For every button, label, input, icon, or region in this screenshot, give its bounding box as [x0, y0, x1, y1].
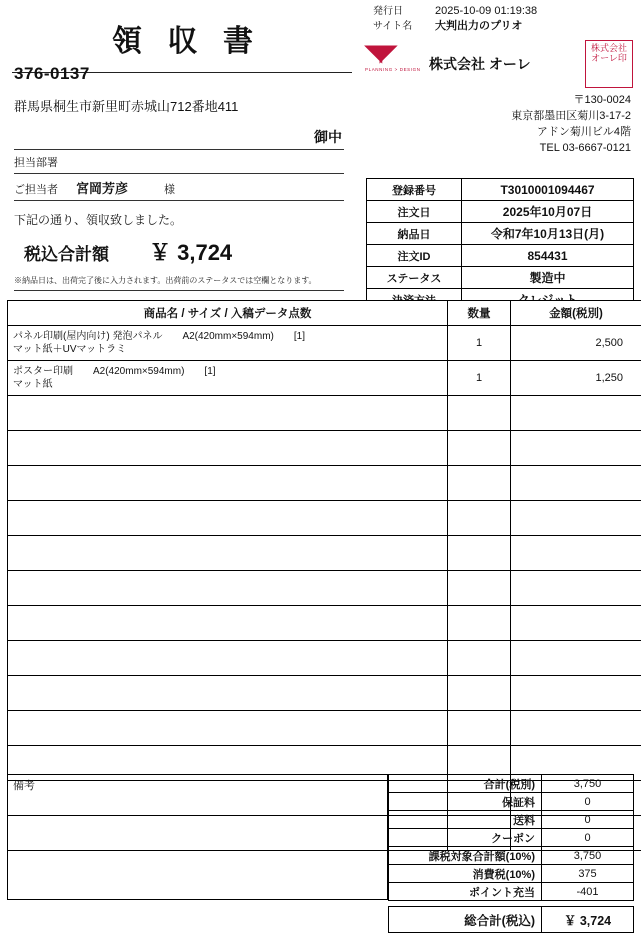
totals-key: ポイント充当: [389, 883, 542, 901]
item-qty-cell: [448, 536, 511, 571]
site-name-label: サイト名: [373, 19, 435, 34]
contact-person-row: [14, 178, 344, 201]
item-qty-cell: [448, 676, 511, 711]
totals-value: 3,750: [542, 775, 634, 793]
item-name-cell: [8, 431, 448, 466]
item-qty-cell: 1: [448, 326, 511, 361]
company-address-block: [365, 92, 633, 156]
tax-included-total-label: 税込合計額: [24, 240, 109, 265]
grand-total-row: [389, 907, 634, 933]
item-name-line1: ポスター印刷 A2(420mm×594mm) [1]: [13, 365, 442, 378]
totals-key: 課税対象合計額(10%): [389, 847, 542, 865]
item-name-line1: パネル印刷(屋内向け) 発泡パネル A2(420mm×594mm) [1]: [13, 330, 442, 343]
item-name-cell: [8, 606, 448, 641]
table-row: [8, 641, 641, 676]
order-info-row: [367, 245, 634, 267]
item-name-cell: [8, 466, 448, 501]
totals-key: 保証料: [389, 793, 542, 811]
totals-value: 0: [542, 793, 634, 811]
order-info-key: 注文ID: [367, 245, 462, 267]
item-amount-cell: [511, 676, 641, 711]
item-qty-cell: [448, 606, 511, 641]
order-info-key: 登録番号: [367, 179, 462, 201]
items-table-body: [8, 326, 641, 851]
tax-included-total-row: [14, 236, 344, 267]
totals-value: 0: [542, 829, 634, 847]
order-info-row: [367, 223, 634, 245]
table-row: [8, 676, 641, 711]
remarks-box: [7, 774, 388, 900]
issue-date-label: 発行日: [373, 4, 435, 19]
item-name-cell: [8, 571, 448, 606]
site-name-value: 大判出力のプリオ: [435, 19, 633, 34]
order-info-table: [366, 178, 634, 311]
item-amount-cell: [511, 501, 641, 536]
order-info-body: [367, 179, 634, 311]
table-row: [8, 431, 641, 466]
totals-row: [389, 847, 634, 865]
grand-total-value: ￥ 3,724: [542, 907, 634, 933]
item-name-cell: [8, 396, 448, 431]
page-title: 領 収 書: [12, 16, 352, 60]
item-qty-cell: [448, 396, 511, 431]
customer-block: [14, 64, 344, 291]
totals-row: [389, 829, 634, 847]
document-meta: [373, 4, 633, 34]
customer-name-line: [14, 121, 344, 150]
customer-honorific-onchu: 御中: [314, 127, 342, 147]
totals-row: [389, 793, 634, 811]
item-amount-cell: [511, 606, 641, 641]
item-name-cell: [8, 326, 448, 361]
delivery-date-footnote: ※納品日は、出荷完了後に入力されます。出荷前のステータスでは空欄となります。: [14, 275, 344, 291]
totals-key: クーポン: [389, 829, 542, 847]
tax-included-total-value: ￥ 3,724: [149, 236, 232, 267]
item-name-line2: マット紙: [13, 378, 442, 391]
company-logo-icon: [365, 42, 421, 86]
company-header: [365, 40, 633, 88]
items-header-amount: 金額(税別): [511, 301, 641, 326]
item-name-cell: [8, 641, 448, 676]
item-name-cell: [8, 711, 448, 746]
totals-table: [388, 774, 634, 933]
item-name-cell: [8, 676, 448, 711]
customer-zip: 376-0137: [14, 64, 344, 84]
table-row: [8, 326, 641, 361]
item-amount-cell: [511, 431, 641, 466]
totals-value: 375: [542, 865, 634, 883]
order-info-value: 令和7年10月13日(月): [462, 223, 634, 245]
totals-key: 送料: [389, 811, 542, 829]
order-info-row: [367, 201, 634, 223]
item-amount-cell: [511, 641, 641, 676]
items-header-qty: 数量: [448, 301, 511, 326]
order-info-row: [367, 179, 634, 201]
issue-date-value: 2025-10-09 01:19:38: [435, 4, 633, 19]
item-amount-cell: [511, 466, 641, 501]
item-name-cell: [8, 501, 448, 536]
totals-key: 合計(税別): [389, 775, 542, 793]
totals-key: 消費税(10%): [389, 865, 542, 883]
item-amount-cell: [511, 571, 641, 606]
site-name-row: [373, 19, 633, 34]
totals-value: -401: [542, 883, 634, 901]
contact-person-label: ご担当者: [14, 181, 58, 197]
totals-row: [389, 865, 634, 883]
item-qty-cell: [448, 466, 511, 501]
item-amount-cell: [511, 396, 641, 431]
totals-row: [389, 883, 634, 901]
table-row: [8, 361, 641, 396]
table-row: [8, 501, 641, 536]
order-info-value: 2025年10月07日: [462, 201, 634, 223]
receipt-note: 下記の通り、領収致しました。: [14, 211, 344, 228]
item-qty-cell: [448, 501, 511, 536]
order-info-value: 製造中: [462, 267, 634, 289]
item-amount-cell: 1,250: [511, 361, 641, 396]
company-tel: TEL 03-6667-0121: [365, 140, 631, 156]
totals-row: [389, 775, 634, 793]
item-name-cell: [8, 536, 448, 571]
issue-date-row: [373, 4, 633, 19]
table-row: [8, 606, 641, 641]
totals-value: 0: [542, 811, 634, 829]
items-header-row: [8, 301, 641, 326]
order-info-key: ステータス: [367, 267, 462, 289]
item-amount-cell: [511, 536, 641, 571]
order-info-value: T3010001094467: [462, 179, 634, 201]
item-amount-cell: [511, 711, 641, 746]
items-table: [7, 300, 641, 851]
order-info-row: [367, 267, 634, 289]
totals-row: [389, 811, 634, 829]
company-seal-stamp-icon: 株式会社オーレ印: [585, 40, 633, 88]
table-row: [8, 396, 641, 431]
customer-address: 群馬県桐生市新里町赤城山712番地411: [14, 96, 344, 115]
table-row: [8, 466, 641, 501]
contact-person-name: 宮岡芳彦: [76, 178, 128, 197]
totals-table-body: [389, 775, 634, 933]
company-block: [365, 40, 633, 156]
remarks-label: 備考: [13, 780, 35, 792]
department-label: 担当部署: [14, 154, 344, 174]
order-info-value: 854431: [462, 245, 634, 267]
table-row: [8, 536, 641, 571]
company-zip: 〒130-0024: [365, 92, 631, 108]
grand-total-label: 総合計(税込): [389, 907, 542, 933]
item-qty-cell: 1: [448, 361, 511, 396]
table-row: [8, 711, 641, 746]
item-qty-cell: [448, 641, 511, 676]
item-name-cell: [8, 361, 448, 396]
logo-tagline: PLANNING > DESIGN: [365, 67, 421, 72]
totals-value: 3,750: [542, 847, 634, 865]
company-address-line1: 東京都墨田区菊川3-17-2: [365, 108, 631, 124]
item-qty-cell: [448, 431, 511, 466]
items-table-head: [8, 301, 641, 326]
item-amount-cell: 2,500: [511, 326, 641, 361]
company-name: 株式会社 オーレ: [429, 54, 585, 74]
table-row: [8, 571, 641, 606]
item-qty-cell: [448, 711, 511, 746]
logo-mark-glyph: ◥◤: [365, 42, 421, 64]
item-name-line2: マット紙＋UVマットラミ: [13, 343, 442, 356]
order-info-key: 注文日: [367, 201, 462, 223]
contact-person-honorific: 様: [164, 181, 175, 197]
items-header-name: 商品名 / サイズ / 入稿データ点数: [8, 301, 448, 326]
item-qty-cell: [448, 571, 511, 606]
order-info-key: 納品日: [367, 223, 462, 245]
company-address-line2: アドン菊川ビル4階: [365, 124, 631, 140]
